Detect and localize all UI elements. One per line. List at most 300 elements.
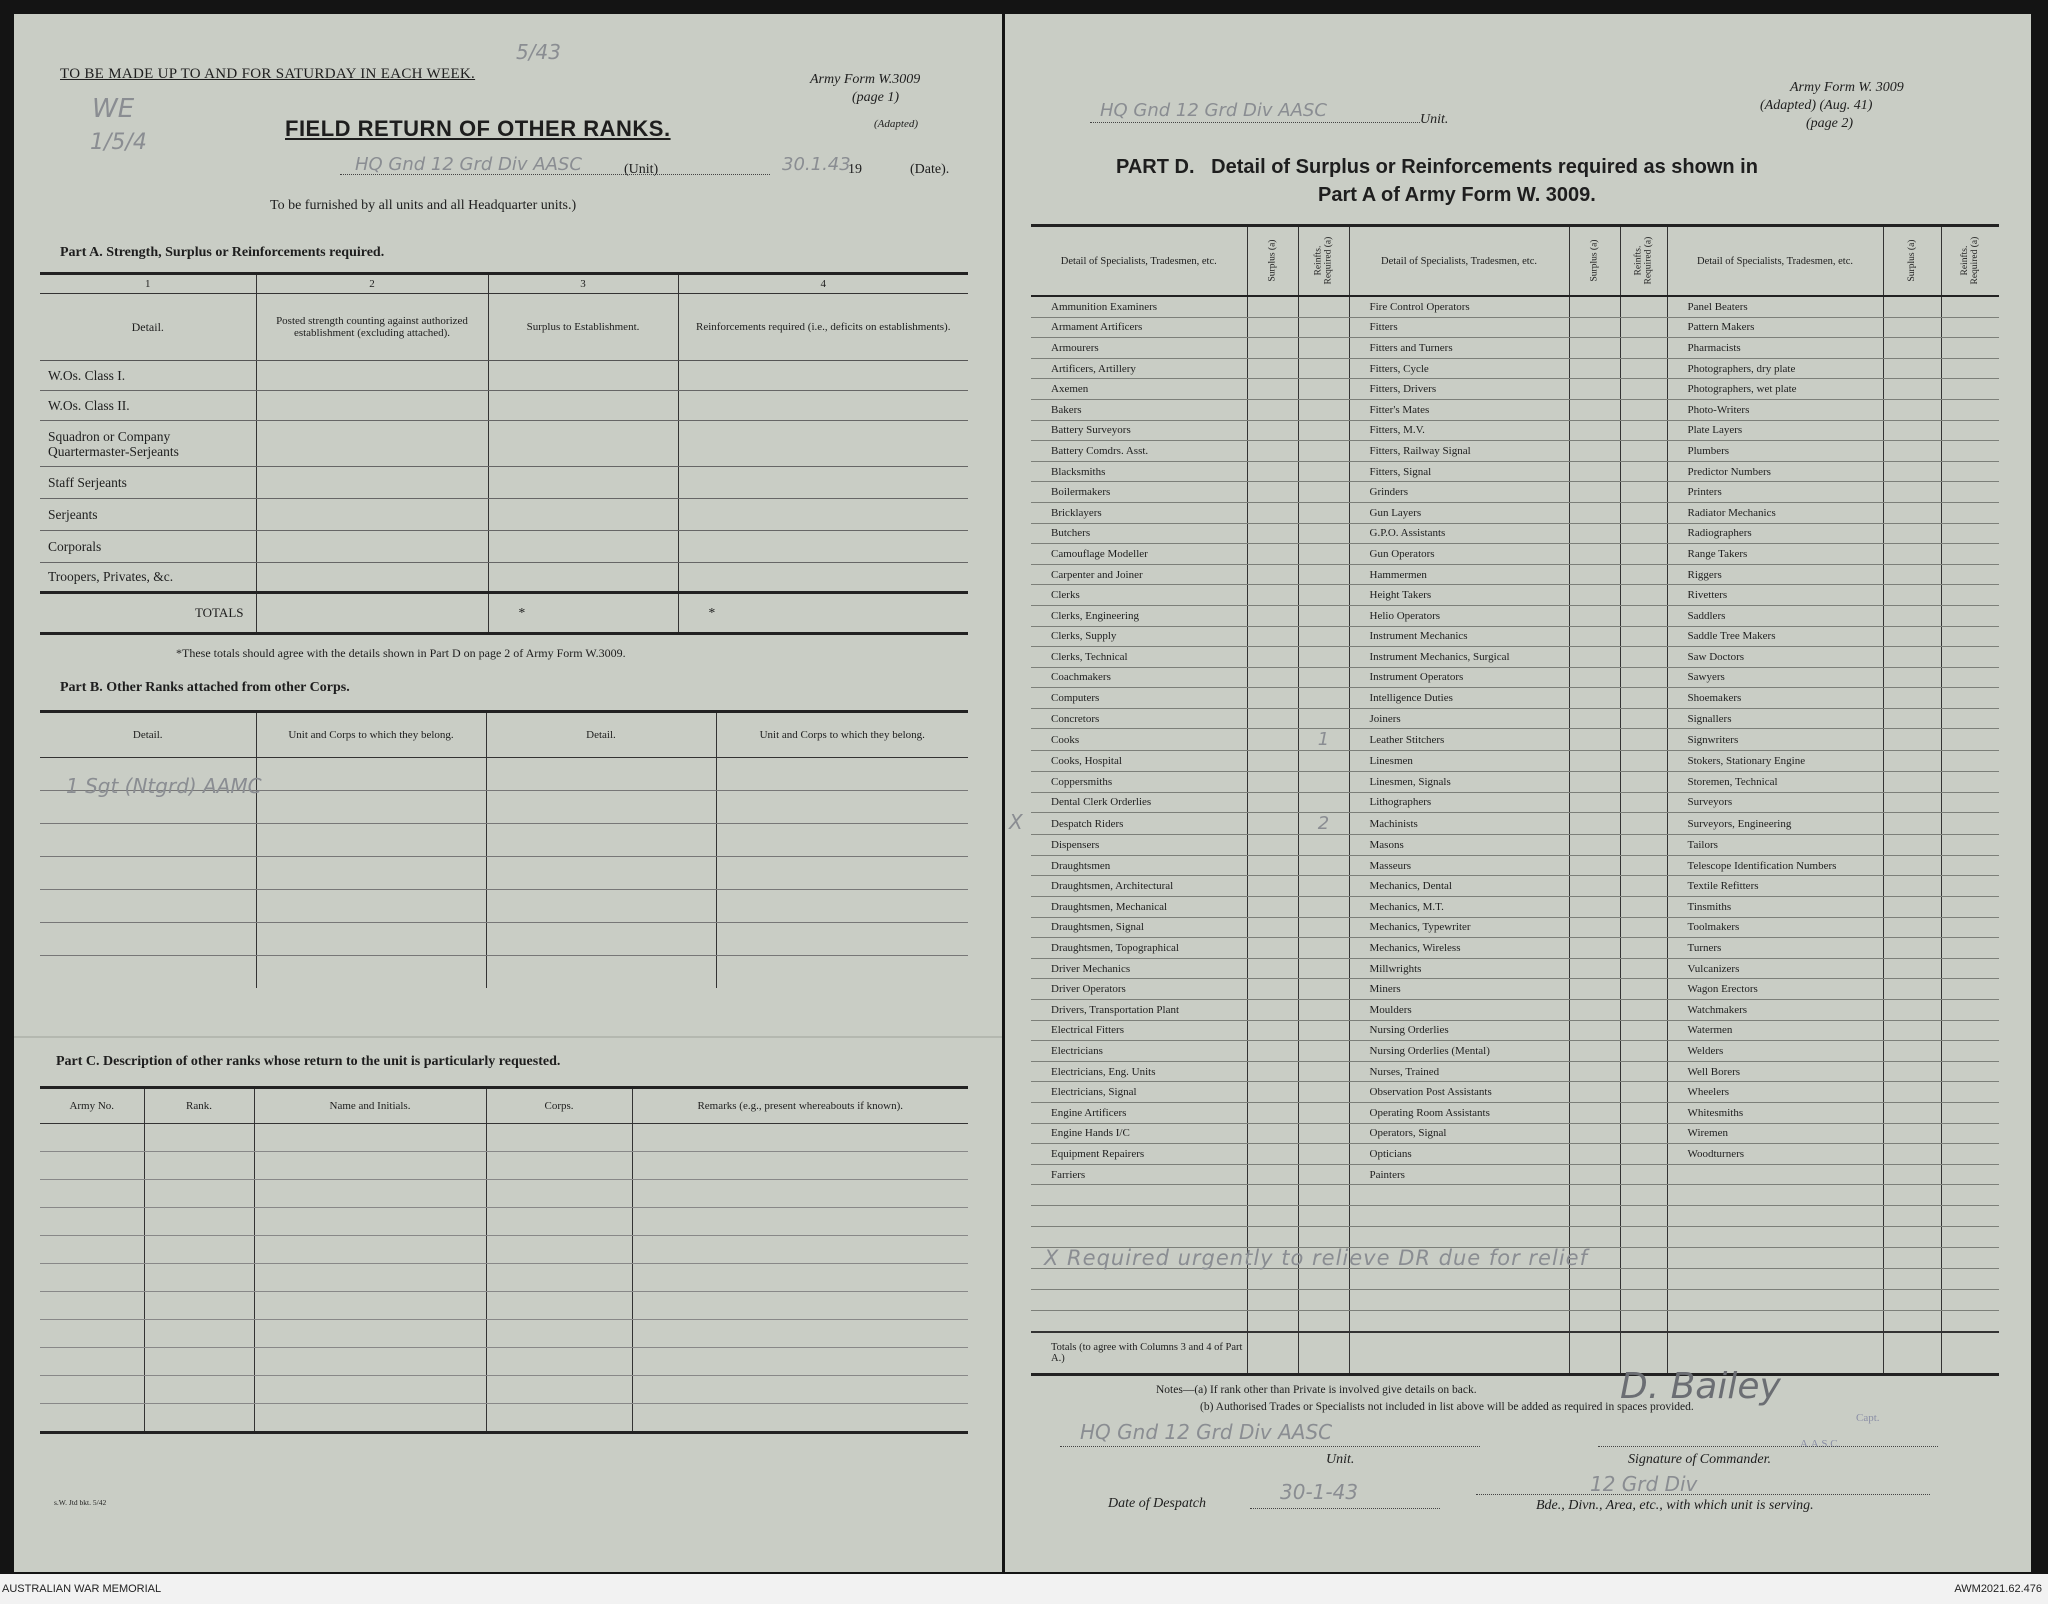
- trade-name: Axemen: [1031, 379, 1247, 400]
- fold-crease: [14, 1036, 1002, 1038]
- surplus-cell: [1247, 420, 1298, 441]
- stamp-rank: Capt.: [1856, 1412, 1880, 1424]
- surplus-cell: [1569, 626, 1620, 647]
- trade-name: Height Takers: [1349, 585, 1569, 606]
- surplus-cell: [1247, 708, 1298, 729]
- surplus-cell: [1247, 358, 1298, 379]
- surplus-cell: [1247, 1061, 1298, 1082]
- trade-row: [1031, 338, 1999, 359]
- form-title: FIELD RETURN OF OTHER RANKS.: [285, 116, 671, 141]
- part-d-title: PART D. Detail of Surplus or Reinforcements required as shown in: [1116, 156, 1758, 178]
- surplus-cell: [1883, 585, 1941, 606]
- reinfts-cell: [1298, 647, 1349, 668]
- surplus-cell: [1569, 1144, 1620, 1165]
- surplus-cell: [1883, 338, 1941, 359]
- reinfts-cell: [1941, 708, 1999, 729]
- reinfts-cell: [1298, 502, 1349, 523]
- surplus-cell: [1883, 502, 1941, 523]
- trade-name: Photo-Writers: [1667, 399, 1883, 420]
- col-header-detail: Detail.: [486, 712, 716, 758]
- blank-row: [1031, 1227, 1999, 1248]
- form-number: Army Form W. 3009: [1790, 80, 1904, 95]
- reinfts-cell: [1941, 544, 1999, 565]
- surplus-cell: [1883, 1164, 1941, 1185]
- surplus-cell: [1247, 461, 1298, 482]
- surplus-cell: [1883, 1144, 1941, 1165]
- blank-row: [1031, 1269, 1999, 1290]
- reinfts-cell: [1620, 938, 1667, 959]
- handwritten-period: 5/43: [516, 40, 561, 64]
- surplus-cell: [1247, 482, 1298, 503]
- part-a-table: [40, 272, 968, 635]
- part-d-table: [1009, 224, 1999, 1376]
- surplus-cell: [1569, 876, 1620, 897]
- trade-name: Signwriters: [1667, 729, 1883, 751]
- col-header-unit-corps: Unit and Corps to which they belong.: [256, 712, 486, 758]
- form-number: Army Form W.3009: [810, 72, 921, 87]
- handwritten-we: WE: [92, 94, 135, 124]
- surplus-cell: [1569, 564, 1620, 585]
- reinfts-cell: [1620, 1102, 1667, 1123]
- trade-name: Farriers: [1031, 1164, 1247, 1185]
- trade-name: Clerks, Supply: [1031, 626, 1247, 647]
- reinfts-cell: [1620, 835, 1667, 856]
- surplus-cell: [1569, 938, 1620, 959]
- surplus-cell: [1883, 296, 1941, 317]
- reinfts-cell: [1298, 482, 1349, 503]
- totals-mark: *: [488, 593, 678, 634]
- surplus-cell: [1247, 585, 1298, 606]
- trade-row: [1031, 1061, 1999, 1082]
- reinfts-cell: [1298, 317, 1349, 338]
- reinfts-cell: [1941, 1123, 1999, 1144]
- reinfts-cell: [1298, 876, 1349, 897]
- surplus-cell: [1569, 897, 1620, 918]
- trade-name: Draughtsmen, Topographical: [1031, 938, 1247, 959]
- surplus-cell: [1569, 420, 1620, 441]
- trade-name: Helio Operators: [1349, 605, 1569, 626]
- surplus-cell: [1883, 792, 1941, 813]
- trade-name: Instrument Mechanics, Surgical: [1349, 647, 1569, 668]
- handwritten-we-date: 1/5/4: [90, 130, 147, 155]
- blank-row: [1031, 1311, 1999, 1333]
- trade-name: Driver Operators: [1031, 979, 1247, 1000]
- col-header-surplus: Surplus (a): [1569, 226, 1620, 297]
- handwritten-attached-entry: 1 Sgt (Ntgrd) AAMC: [66, 774, 262, 798]
- rank-row-label: Squadron or Company Quartermaster-Serjeants: [40, 421, 256, 467]
- trade-row: [1031, 1000, 1999, 1021]
- reinfts-cell: [1298, 379, 1349, 400]
- part-a-heading: Part A. Strength, Surplus or Reinforcements required.: [60, 245, 385, 260]
- trade-row: [1031, 626, 1999, 647]
- blank-row: [1031, 1185, 1999, 1206]
- trade-name: Watchmakers: [1667, 1000, 1883, 1021]
- surplus-cell: [1883, 1082, 1941, 1103]
- surplus-cell: [1569, 751, 1620, 772]
- surplus-cell: [1247, 729, 1298, 751]
- trade-name: Dispensers: [1031, 835, 1247, 856]
- trade-name: Wiremen: [1667, 1123, 1883, 1144]
- reinfts-cell: [1620, 1061, 1667, 1082]
- trade-name: Dental Clerk Orderlies: [1031, 792, 1247, 813]
- surplus-cell: [1883, 897, 1941, 918]
- part-c-heading: Part C. Description of other ranks whose return to the unit is particularly requested.: [56, 1054, 561, 1069]
- trade-row: [1031, 813, 1999, 835]
- col-number: 3: [488, 274, 678, 294]
- trade-name: Sawyers: [1667, 667, 1883, 688]
- trade-name: Fitters, M.V.: [1349, 420, 1569, 441]
- reinfts-cell: [1620, 502, 1667, 523]
- unit-dotted-line: [1090, 122, 1420, 123]
- trade-name: Toolmakers: [1667, 917, 1883, 938]
- surplus-cell: [1569, 1102, 1620, 1123]
- surplus-cell: [1569, 688, 1620, 709]
- surplus-cell: [1569, 358, 1620, 379]
- handwritten-unit: HQ Gnd 12 Grd Div AASC: [355, 154, 582, 175]
- reinfts-cell: [1941, 751, 1999, 772]
- surplus-cell: [1569, 1000, 1620, 1021]
- trade-name: Electricians, Eng. Units: [1031, 1061, 1247, 1082]
- cooks-reinfts-entry: 1: [1298, 729, 1349, 751]
- surplus-cell: [1569, 605, 1620, 626]
- reinfts-cell: [1941, 564, 1999, 585]
- trade-row: [1031, 897, 1999, 918]
- rank-row-label: W.Os. Class I.: [40, 361, 256, 391]
- trade-row: [1031, 1020, 1999, 1041]
- trade-name: Lithographers: [1349, 792, 1569, 813]
- surplus-cell: [1247, 938, 1298, 959]
- surplus-cell: [1569, 729, 1620, 751]
- col-header-reinfts: Reinfts. Required (a): [1298, 226, 1349, 297]
- trade-name: Surveyors, Engineering: [1667, 813, 1883, 835]
- surplus-cell: [1569, 835, 1620, 856]
- archive-name: AUSTRALIAN WAR MEMORIAL: [2, 1583, 162, 1595]
- surplus-cell: [1883, 317, 1941, 338]
- trade-name: Operating Room Assistants: [1349, 1102, 1569, 1123]
- unit-dotted-line: [340, 174, 770, 175]
- surplus-cell: [1247, 1144, 1298, 1165]
- surplus-cell: [1569, 667, 1620, 688]
- trade-name: Equipment Repairers: [1031, 1144, 1247, 1165]
- trade-name: Shoemakers: [1667, 688, 1883, 709]
- surplus-cell: [1247, 835, 1298, 856]
- surplus-cell: [1883, 379, 1941, 400]
- surplus-cell: [1883, 708, 1941, 729]
- surplus-cell: [1569, 317, 1620, 338]
- reinfts-cell: [1620, 1144, 1667, 1165]
- trade-name: Linesmen, Signals: [1349, 772, 1569, 793]
- reinfts-cell: [1620, 605, 1667, 626]
- handwritten-bde: 12 Grd Div: [1590, 1472, 1698, 1496]
- despatch-label: Date of Despatch: [1108, 1496, 1206, 1511]
- despatch-reinfts-entry: 2: [1298, 813, 1349, 835]
- year-prefix: 19: [848, 162, 862, 177]
- col-header-surplus: Surplus (a): [1247, 226, 1298, 297]
- reinfts-cell: [1298, 564, 1349, 585]
- totals-row: [1031, 1332, 1999, 1375]
- trade-name: Ammunition Examiners: [1031, 296, 1247, 317]
- trade-name: Cooks, Hospital: [1031, 751, 1247, 772]
- trade-name: Printers: [1667, 482, 1883, 503]
- surplus-cell: [1883, 1041, 1941, 1062]
- trade-name: Fitter's Mates: [1349, 399, 1569, 420]
- reinfts-cell: [1298, 835, 1349, 856]
- note-a: Notes—(a) If rank other than Private is involved give details on back.: [1156, 1384, 1477, 1396]
- trade-row: [1031, 1123, 1999, 1144]
- trade-name: Cooks: [1031, 729, 1247, 751]
- adapted-label: (Adapted): [874, 118, 918, 130]
- col-number: 1: [40, 274, 256, 294]
- trade-name: Joiners: [1349, 708, 1569, 729]
- trade-name: Mechanics, Wireless: [1349, 938, 1569, 959]
- surplus-cell: [1883, 835, 1941, 856]
- surplus-cell: [1569, 338, 1620, 359]
- reinfts-cell: [1941, 855, 1999, 876]
- reinfts-cell: [1620, 482, 1667, 503]
- surplus-cell: [1569, 441, 1620, 462]
- trade-name: Millwrights: [1349, 958, 1569, 979]
- surplus-cell: [1247, 979, 1298, 1000]
- trade-name: Fire Control Operators: [1349, 296, 1569, 317]
- rank-row-label: W.Os. Class II.: [40, 391, 256, 421]
- surplus-cell: [1247, 667, 1298, 688]
- reinfts-cell: [1620, 399, 1667, 420]
- trade-name: Grinders: [1349, 482, 1569, 503]
- surplus-cell: [1247, 647, 1298, 668]
- trade-name: Watermen: [1667, 1020, 1883, 1041]
- surplus-cell: [1247, 296, 1298, 317]
- trades-list: [1009, 296, 1999, 1375]
- surplus-cell: [1883, 1020, 1941, 1041]
- surplus-cell: [1569, 461, 1620, 482]
- surplus-cell: [1247, 338, 1298, 359]
- trade-row: [1031, 1102, 1999, 1123]
- reinfts-cell: [1298, 523, 1349, 544]
- surplus-cell: [1883, 482, 1941, 503]
- trade-name: Coachmakers: [1031, 667, 1247, 688]
- reinfts-cell: [1298, 544, 1349, 565]
- totals-label: Totals (to agree with Columns 3 and 4 of Part A.): [1031, 1332, 1247, 1375]
- col-header-reinfts: Reinfts. Required (a): [1941, 226, 1999, 297]
- reinfts-cell: [1941, 938, 1999, 959]
- col-header-name: Name and Initials.: [254, 1088, 486, 1124]
- trade-name: Wagon Erectors: [1667, 979, 1883, 1000]
- trade-name: Predictor Numbers: [1667, 461, 1883, 482]
- col-header-unit-corps: Unit and Corps to which they belong.: [716, 712, 968, 758]
- reinfts-cell: [1298, 1164, 1349, 1185]
- trade-name: Concretors: [1031, 708, 1247, 729]
- col-header-posted-strength: Posted strength counting against authorized establishment (excluding attached).: [256, 294, 488, 361]
- reinfts-cell: [1298, 855, 1349, 876]
- adapted-label: (Adapted) (Aug. 41): [1760, 98, 1873, 113]
- reinfts-cell: [1620, 729, 1667, 751]
- handwritten-date: 30.1.43: [782, 154, 851, 175]
- trade-name: Coppersmiths: [1031, 772, 1247, 793]
- surplus-cell: [1569, 399, 1620, 420]
- part-c-table: [40, 1086, 968, 1434]
- surplus-cell: [1883, 523, 1941, 544]
- reinfts-cell: [1620, 897, 1667, 918]
- page-number: (page 2): [1806, 116, 1854, 131]
- surplus-cell: [1247, 564, 1298, 585]
- trade-name: Clerks, Engineering: [1031, 605, 1247, 626]
- trade-name: Pattern Makers: [1667, 317, 1883, 338]
- trade-row: [1031, 296, 1999, 317]
- trade-row: [1031, 1144, 1999, 1165]
- trade-row: [1031, 1041, 1999, 1062]
- surplus-cell: [1883, 958, 1941, 979]
- trade-name: Radiator Mechanics: [1667, 502, 1883, 523]
- surplus-cell: [1247, 544, 1298, 565]
- trade-name: Leather Stitchers: [1349, 729, 1569, 751]
- sig-unit-label: Unit.: [1326, 1452, 1355, 1467]
- trade-row: [1031, 1082, 1999, 1103]
- trade-name: Radiographers: [1667, 523, 1883, 544]
- surplus-cell: [1247, 1041, 1298, 1062]
- trade-name: Bricklayers: [1031, 502, 1247, 523]
- surplus-cell: [1569, 1020, 1620, 1041]
- trade-name: Boilermakers: [1031, 482, 1247, 503]
- rank-row-label: Serjeants: [40, 499, 256, 531]
- reinfts-cell: [1941, 482, 1999, 503]
- reinfts-cell: [1298, 958, 1349, 979]
- reinfts-cell: [1941, 897, 1999, 918]
- surplus-cell: [1569, 1041, 1620, 1062]
- totals-mark: *: [678, 593, 968, 634]
- trade-row: [1031, 1164, 1999, 1185]
- trade-name: Computers: [1031, 688, 1247, 709]
- trade-row: [1031, 441, 1999, 462]
- surplus-cell: [1247, 399, 1298, 420]
- surplus-cell: [1247, 1020, 1298, 1041]
- trade-name: Mechanics, Typewriter: [1349, 917, 1569, 938]
- reinfts-cell: [1298, 688, 1349, 709]
- reinfts-cell: [1620, 813, 1667, 835]
- surplus-cell: [1247, 897, 1298, 918]
- trade-row: [1031, 523, 1999, 544]
- surplus-cell: [1247, 605, 1298, 626]
- reinfts-cell: [1620, 296, 1667, 317]
- part-b-heading: Part B. Other Ranks attached from other Corps.: [60, 680, 350, 695]
- reinfts-cell: [1620, 379, 1667, 400]
- trade-name: Woodturners: [1667, 1144, 1883, 1165]
- trade-name: Camouflage Modeller: [1031, 544, 1247, 565]
- printer-note: s.W. Jtd bkt. 5/42: [54, 1498, 107, 1507]
- trade-name: Nursing Orderlies: [1349, 1020, 1569, 1041]
- note-b: (b) Authorised Trades or Specialists not included in list above will be added as required in spaces provided.: [1200, 1401, 1694, 1413]
- reinfts-cell: [1620, 917, 1667, 938]
- header-line: TO BE MADE UP TO AND FOR SATURDAY IN EACH WEEK.: [60, 66, 476, 82]
- rank-row-label: Corporals: [40, 531, 256, 563]
- surplus-cell: [1569, 544, 1620, 565]
- reinfts-cell: [1298, 1123, 1349, 1144]
- surplus-cell: [1247, 958, 1298, 979]
- surplus-cell: [1569, 1123, 1620, 1144]
- trade-name: Saddle Tree Makers: [1667, 626, 1883, 647]
- unit-label: (Unit): [624, 162, 659, 177]
- reinfts-cell: [1298, 441, 1349, 462]
- reinfts-cell: [1941, 1020, 1999, 1041]
- trade-name: Observation Post Assistants: [1349, 1082, 1569, 1103]
- surplus-cell: [1883, 461, 1941, 482]
- trade-name: Armament Artificers: [1031, 317, 1247, 338]
- reinfts-cell: [1620, 855, 1667, 876]
- reinfts-cell: [1941, 729, 1999, 751]
- trade-name: Artificers, Artillery: [1031, 358, 1247, 379]
- reinfts-cell: [1298, 1041, 1349, 1062]
- surplus-cell: [1883, 399, 1941, 420]
- reinfts-cell: [1941, 917, 1999, 938]
- trade-name: Whitesmiths: [1667, 1102, 1883, 1123]
- trade-name: Surveyors: [1667, 792, 1883, 813]
- reinfts-cell: [1298, 1020, 1349, 1041]
- surplus-cell: [1569, 1061, 1620, 1082]
- reinfts-cell: [1941, 420, 1999, 441]
- surplus-cell: [1883, 647, 1941, 668]
- surplus-cell: [1569, 917, 1620, 938]
- trade-name: Nurses, Trained: [1349, 1061, 1569, 1082]
- trade-row: [1031, 751, 1999, 772]
- trade-name: Intelligence Duties: [1349, 688, 1569, 709]
- reinfts-cell: [1941, 667, 1999, 688]
- reinfts-cell: [1298, 605, 1349, 626]
- trade-name: Electrical Fitters: [1031, 1020, 1247, 1041]
- reinfts-cell: [1941, 958, 1999, 979]
- reinfts-cell: [1941, 772, 1999, 793]
- trade-name: Linesmen: [1349, 751, 1569, 772]
- reinfts-cell: [1941, 317, 1999, 338]
- surplus-cell: [1883, 813, 1941, 835]
- reinfts-cell: [1941, 1082, 1999, 1103]
- trade-name: Panel Beaters: [1667, 296, 1883, 317]
- surplus-cell: [1247, 772, 1298, 793]
- surplus-cell: [1569, 296, 1620, 317]
- surplus-cell: [1569, 708, 1620, 729]
- reinfts-cell: [1941, 626, 1999, 647]
- reinfts-cell: [1620, 876, 1667, 897]
- surplus-cell: [1883, 358, 1941, 379]
- surplus-cell: [1247, 1164, 1298, 1185]
- surplus-cell: [1247, 523, 1298, 544]
- trade-name: Instrument Mechanics: [1349, 626, 1569, 647]
- trade-row: [1031, 379, 1999, 400]
- trade-row: [1031, 502, 1999, 523]
- reinfts-cell: [1298, 667, 1349, 688]
- part-d-subtitle: Part A of Army Form W. 3009.: [1318, 184, 1596, 206]
- col-number: 4: [678, 274, 968, 294]
- trade-row: [1031, 792, 1999, 813]
- col-header-reinforcements: Reinforcements required (i.e., deficits on establishments).: [678, 294, 968, 361]
- date-label: (Date).: [910, 162, 950, 177]
- reinfts-cell: [1941, 1144, 1999, 1165]
- reinfts-cell: [1620, 1041, 1667, 1062]
- reinfts-cell: [1941, 1102, 1999, 1123]
- trade-name: Plumbers: [1667, 441, 1883, 462]
- trade-name: Draughtsmen, Mechanical: [1031, 897, 1247, 918]
- reinfts-cell: [1298, 938, 1349, 959]
- trade-name: Fitters, Railway Signal: [1349, 441, 1569, 462]
- surplus-cell: [1247, 441, 1298, 462]
- handwritten-despatch-date: 30-1-43: [1280, 1480, 1359, 1504]
- trade-name: Drivers, Transportation Plant: [1031, 1000, 1247, 1021]
- col-header-rank: Rank.: [144, 1088, 254, 1124]
- reinfts-cell: [1620, 647, 1667, 668]
- surplus-cell: [1247, 792, 1298, 813]
- trade-row: [1031, 482, 1999, 503]
- reinfts-cell: [1298, 1061, 1349, 1082]
- surplus-cell: [1883, 626, 1941, 647]
- despatch-line: [1250, 1508, 1440, 1509]
